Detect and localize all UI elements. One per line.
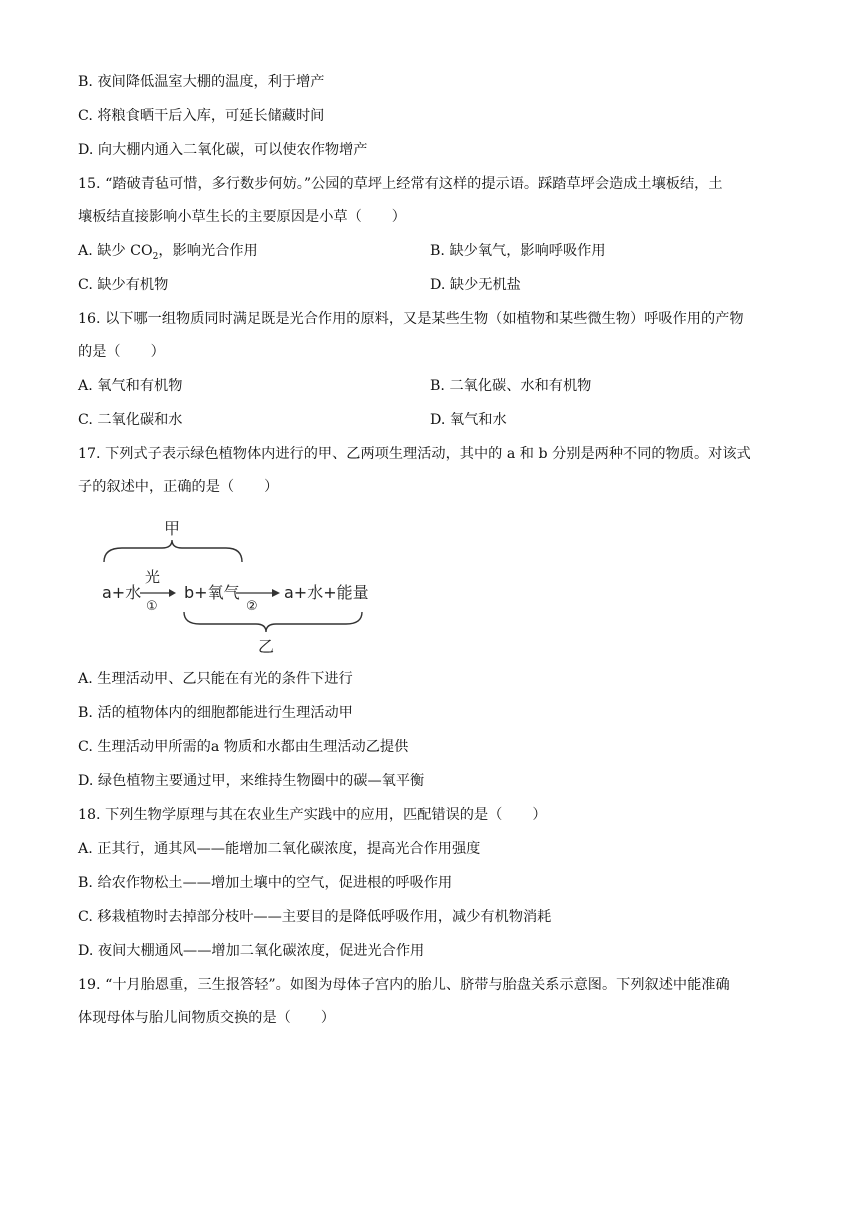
q19-stem-text: 体现母体与胎儿间物质交换的是（ xyxy=(78,1010,291,1026)
q17-option-a: A. 生理活动甲、乙只能在有光的条件下进行 xyxy=(78,671,353,687)
q16-option-d: D. 氧气和水 xyxy=(430,412,507,428)
diagram-reactants: a+水 xyxy=(102,583,142,602)
q17-stem-line1: 17. 下列式子表示绿色植物体内进行的甲、乙两项生理活动，其中的 a 和 b 分别是两种不同的物质。对该式 xyxy=(78,446,751,462)
q16-option-c: C. 二氧化碳和水 xyxy=(78,412,183,428)
q15-option-a xyxy=(78,241,258,261)
q16-stem-line1: 16. 以下哪一组物质同时满足既是光合作用的原料，又是某些生物（如植物和某些微生物）呼吸作用的产物 xyxy=(78,311,744,327)
q15-stem-text: 壤板结直接影响小草生长的主要原因是小草（ xyxy=(78,209,362,225)
brace-yi xyxy=(184,612,362,632)
q14-option-b: B. 夜间降低温室大棚的温度，利于增产 xyxy=(78,74,325,90)
q18-option-c: C. 移栽植物时去掉部分枝叶——主要目的是降低呼吸作用，减少有机物消耗 xyxy=(78,909,552,925)
q19-stem-close: ） xyxy=(320,1010,336,1026)
diagram-products: a+水+能量 xyxy=(284,583,369,602)
diagram-label-jia: 甲 xyxy=(164,519,181,538)
q17-option-b: B. 活的植物体内的细胞都能进行生理活动甲 xyxy=(78,705,353,721)
q15-option-b: B. 缺少氧气，影响呼吸作用 xyxy=(430,243,606,259)
diagram-step-1: ① xyxy=(146,599,158,614)
q19-stem-line1: 19. “十月胎恩重，三生报答轻”。如图为母体子宫内的胎儿、脐带与胎盘关系示意图。下列叙述中能准确 xyxy=(78,977,730,993)
q15-option-a-text: A. 缺少 CO xyxy=(78,243,153,259)
q17-option-c: C. 生理活动甲所需的a 物质和水都由生理活动乙提供 xyxy=(78,739,409,755)
q17-stem-text: 子的叙述中，正确的是（ xyxy=(78,479,235,495)
q15-stem-line1: 15. “踏破青毡可惜，多行数步何妨。”公园的草坪上经常有这样的提示语。踩踏草坪会造成土壤板结，土 xyxy=(78,176,723,192)
arrow-1-head xyxy=(169,589,176,597)
q17-stem-close: ） xyxy=(264,479,279,495)
q16-stem-text: 的是（ xyxy=(78,344,121,360)
diagram-intermediate: b+氧气 xyxy=(184,583,240,602)
photosynthesis-respiration-diagram xyxy=(96,512,386,660)
q16-stem-close: ） xyxy=(150,344,165,360)
diagram-step-2: ② xyxy=(246,599,258,614)
q18-stem xyxy=(78,805,547,825)
q18-option-a: A. 正其行，通其风——能增加二氧化碳浓度，提高光合作用强度 xyxy=(78,841,481,857)
q18-option-b: B. 给农作物松土——增加土壤中的空气，促进根的呼吸作用 xyxy=(78,875,453,891)
q18-option-d: D. 夜间大棚通风——增加二氧化碳浓度，促进光合作用 xyxy=(78,943,425,959)
diagram-light-label: 光 xyxy=(145,568,161,586)
q15-option-c: C. 缺少有机物 xyxy=(78,277,169,293)
q16-stem-line2 xyxy=(78,342,165,362)
q17-stem-line2 xyxy=(78,477,278,497)
q16-option-a: A. 氧气和有机物 xyxy=(78,378,183,394)
brace-jia xyxy=(104,540,242,562)
q14-option-c: C. 将粮食晒干后入库，可延长储藏时间 xyxy=(78,108,325,124)
q14-option-d: D. 向大棚内通入二氧化碳，可以使农作物增产 xyxy=(78,142,368,158)
q16-option-b: B. 二氧化碳、水和有机物 xyxy=(430,378,592,394)
arrow-2-head xyxy=(272,589,280,597)
q15-option-a-tail: ，影响光合作用 xyxy=(158,243,258,259)
q18-stem-text: 18. 下列生物学原理与其在农业生产实践中的应用，匹配错误的是（ xyxy=(78,807,503,823)
q17-option-d: D. 绿色植物主要通过甲，来维持生物圈中的碳—氧平衡 xyxy=(78,773,425,789)
q18-stem-close: ） xyxy=(532,807,547,823)
q15-option-a-subscript: 2 xyxy=(152,251,159,262)
q15-stem-close: ） xyxy=(391,209,406,225)
diagram-label-yi: 乙 xyxy=(258,637,275,656)
q19-stem-line2 xyxy=(78,1008,335,1028)
q15-stem-line2 xyxy=(78,207,406,227)
q15-option-d: D. 缺少无机盐 xyxy=(430,277,521,293)
